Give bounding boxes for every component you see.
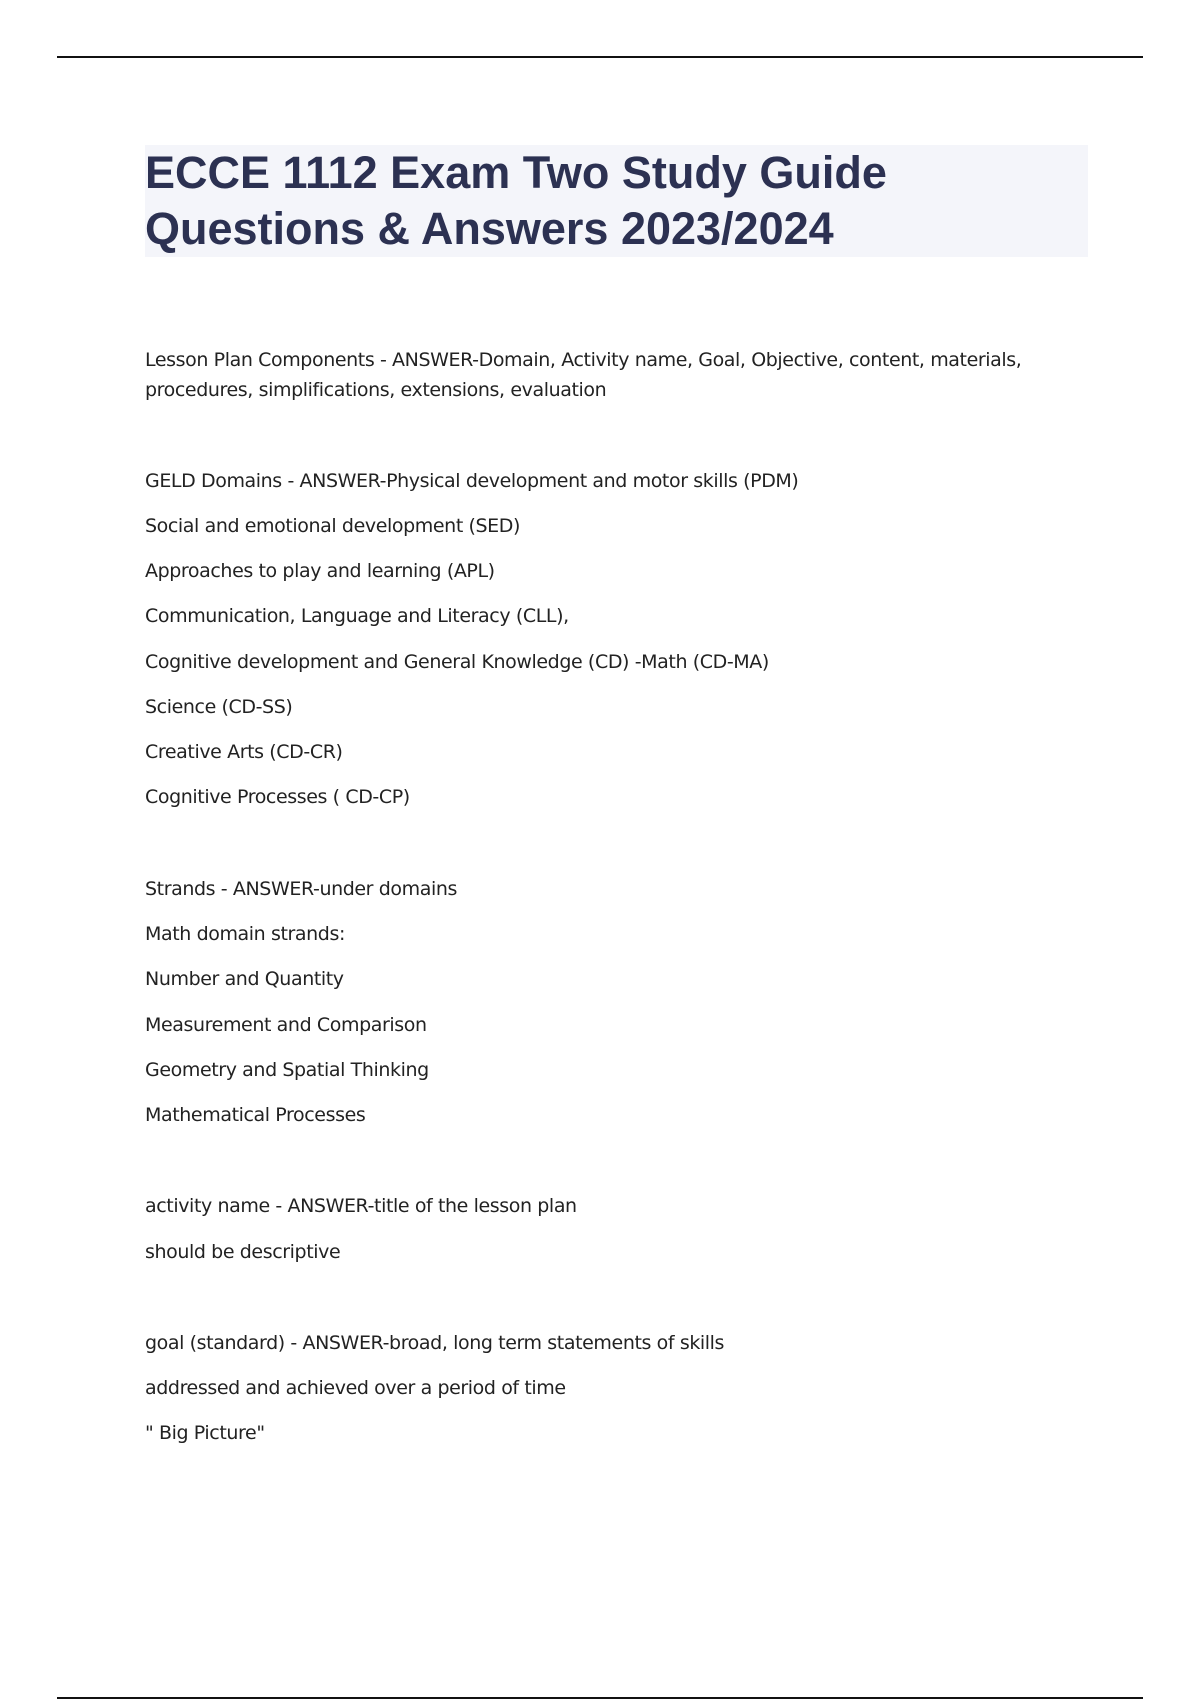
entry-strands-line-2: Math domain strands: — [145, 923, 345, 945]
entry-geld-domains-line-6: Science (CD-SS) — [145, 696, 293, 718]
entry-geld-domains-line-4: Communication, Language and Literacy (CLL), — [145, 605, 569, 627]
entry-geld-domains-line-3: Approaches to play and learning (APL) — [145, 560, 495, 582]
entry-geld-domains-line-2: Social and emotional development (SED) — [145, 515, 521, 537]
document-title-line-2: Questions & Answers 2023/2024 — [145, 203, 834, 254]
document-title-line-1: ECCE 1112 Exam Two Study Guide — [145, 147, 887, 198]
entry-geld-domains-line-8: Cognitive Processes ( CD-CP) — [145, 786, 410, 808]
entry-strands-line-1: Strands - ANSWER-under domains — [145, 878, 457, 900]
entry-activity-name-line-2: should be descriptive — [145, 1241, 341, 1263]
entry-lesson-plan-components-line-1: Lesson Plan Components - ANSWER-Domain, Activity name, Goal, Objective, content, materials, — [145, 349, 1022, 371]
entry-lesson-plan-components-line-2: procedures, simplifications, extensions, evaluation — [145, 379, 607, 401]
entry-activity-name-line-1: activity name - ANSWER-title of the lesson plan — [145, 1195, 577, 1217]
top-rule — [57, 56, 1143, 58]
entry-geld-domains-line-7: Creative Arts (CD-CR) — [145, 741, 343, 763]
entry-strands-line-3: Number and Quantity — [145, 968, 344, 990]
entry-goal-standard-line-2: addressed and achieved over a period of time — [145, 1377, 566, 1399]
entry-goal-standard-line-3: " Big Picture" — [145, 1422, 265, 1444]
entry-geld-domains-line-1: GELD Domains - ANSWER-Physical development and motor skills (PDM) — [145, 470, 799, 492]
entry-strands-line-4: Measurement and Comparison — [145, 1014, 427, 1036]
bottom-rule — [57, 1697, 1143, 1699]
entry-strands-line-6: Mathematical Processes — [145, 1104, 366, 1126]
entry-goal-standard-line-1: goal (standard) - ANSWER-broad, long term statements of skills — [145, 1332, 725, 1354]
entry-strands-line-5: Geometry and Spatial Thinking — [145, 1059, 429, 1081]
entry-geld-domains-line-5: Cognitive development and General Knowledge (CD) -Math (CD-MA) — [145, 651, 769, 673]
